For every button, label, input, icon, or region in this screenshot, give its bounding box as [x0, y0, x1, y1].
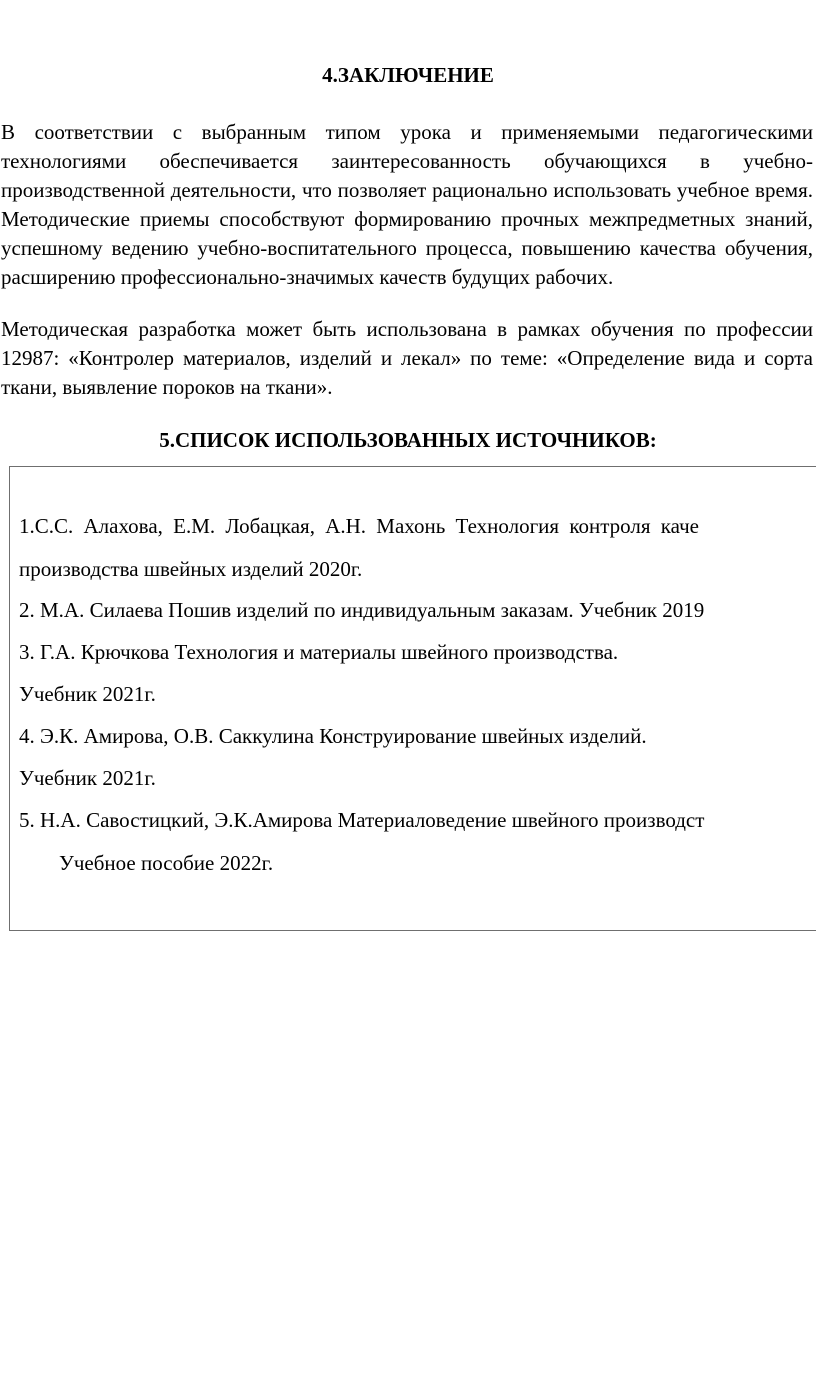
conclusion-paragraph-1: В соответствии с выбранным типом урока и применяемыми педагогическими технологиями обеспечивается заинтересованность обучающихся в учебно-производственной деятельности, что позволяет рационально использовать учебное время. Методические приемы способствуют формированию прочных межпредметных знаний, успешному ведению учебно-воспитательного процесса, повышению качества обучения, расширению профессионально-значимых качеств будущих рабочих.: [1, 120, 813, 289]
source-item-1-line-1: 1.С.С. Алахова, Е.М. Лобацкая, А.Н. Махонь Технология контроля каче: [19, 514, 699, 538]
source-item-3-line-1: 3. Г.А. Крючкова Технология и материалы швейного производства.: [19, 640, 619, 664]
conclusion-heading: 4.ЗАКЛЮЧЕНИЕ: [322, 63, 494, 87]
source-item-4-line-2: Учебник 2021г.: [19, 766, 156, 790]
sources-heading: 5.СПИСОК ИСПОЛЬЗОВАННЫХ ИСТОЧНИКОВ:: [159, 428, 657, 452]
source-item-5-line-2: Учебное пособие 2022г.: [59, 851, 274, 875]
source-item-2: 2. М.А. Силаева Пошив изделий по индивидуальным заказам. Учебник 2019: [19, 598, 705, 622]
conclusion-paragraph-2: Методическая разработка может быть использована в рамках обучения по профессии 12987: «Контролер материалов, изделий и лекал» по теме: «Определение вида и сорта ткани, выявление пороков на ткани».: [1, 317, 813, 399]
source-item-5-line-1: 5. Н.А. Савостицкий, Э.К.Амирова Материаловедение швейного производст: [19, 808, 705, 832]
source-item-1-line-2: производства швейных изделий 2020г.: [19, 557, 363, 581]
source-item-3-line-2: Учебник 2021г.: [19, 682, 156, 706]
source-item-4-line-1: 4. Э.К. Амирова, О.В. Саккулина Конструирование швейных изделий.: [19, 724, 647, 748]
